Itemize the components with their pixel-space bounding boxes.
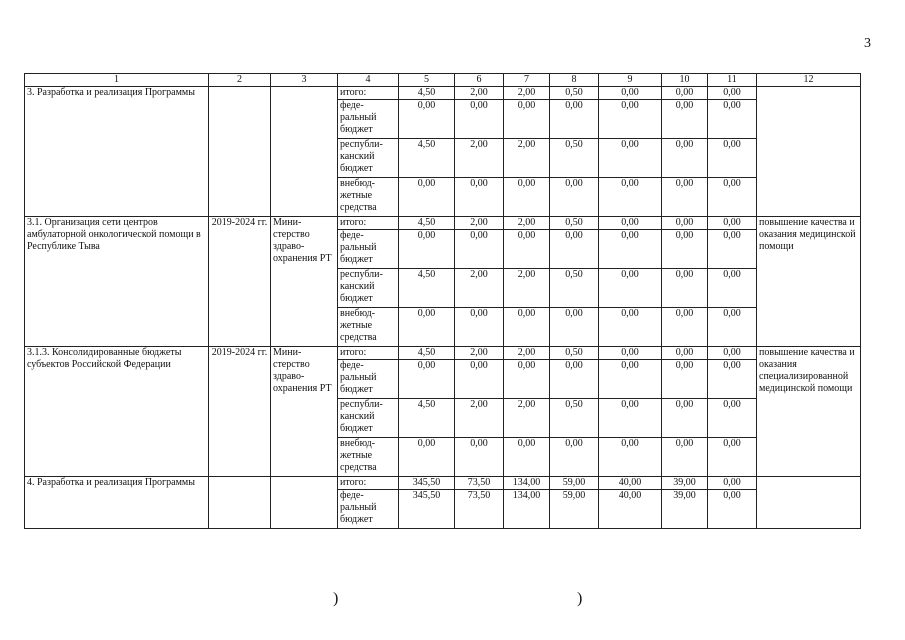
amount-cell: 0,00	[599, 139, 662, 178]
amount-cell: 0,50	[550, 217, 599, 230]
funding-source: внебюд-жетные средства	[338, 438, 399, 477]
amount-cell: 345,50	[399, 477, 455, 490]
amount-cell: 2,00	[504, 399, 550, 438]
amount-cell: 345,50	[399, 490, 455, 529]
amount-cell: 2,00	[504, 139, 550, 178]
amount-cell: 0,00	[662, 217, 708, 230]
amount-cell: 0,00	[399, 438, 455, 477]
header-cell: 2	[209, 74, 271, 87]
amount-cell: 0,00	[455, 178, 504, 217]
amount-cell: 2,00	[455, 139, 504, 178]
amount-cell: 0,00	[662, 360, 708, 399]
executor-cell: Мини-стерство здраво-охранения РТ	[271, 347, 338, 477]
result-cell: повышение качества и оказания медицинской помощи	[757, 217, 861, 347]
amount-cell: 4,50	[399, 217, 455, 230]
page-number: 3	[864, 36, 871, 51]
amount-cell: 0,00	[708, 399, 757, 438]
executor-cell	[271, 87, 338, 217]
amount-cell: 0,00	[599, 347, 662, 360]
amount-cell: 0,00	[399, 100, 455, 139]
amount-cell: 0,00	[399, 178, 455, 217]
funding-source: итого:	[338, 87, 399, 100]
amount-cell: 0,00	[550, 438, 599, 477]
amount-cell: 2,00	[455, 87, 504, 100]
header-cell: 12	[757, 74, 861, 87]
amount-cell: 0,00	[455, 438, 504, 477]
result-cell: повышение качества и оказания специализированной медицинской помощи	[757, 347, 861, 477]
table-row	[25, 347, 861, 360]
header-cell: 11	[708, 74, 757, 87]
amount-cell: 0,00	[599, 269, 662, 308]
amount-cell: 0,00	[708, 230, 757, 269]
executor-cell: Мини-стерство здраво-охранения РТ	[271, 217, 338, 347]
result-cell	[757, 477, 861, 529]
funding-source: феде-ральный бюджет	[338, 100, 399, 139]
measure-name: 3.1. Организация сети центров амбулаторной онкологической помощи в Республике Тыва	[25, 217, 209, 347]
amount-cell: 0,00	[455, 100, 504, 139]
funding-source: феде-ральный бюджет	[338, 490, 399, 529]
header-cell: 9	[599, 74, 662, 87]
funding-source: итого:	[338, 347, 399, 360]
amount-cell: 0,00	[399, 360, 455, 399]
amount-cell: 0,00	[504, 360, 550, 399]
amount-cell: 4,50	[399, 87, 455, 100]
amount-cell: 2,00	[504, 269, 550, 308]
header-cell: 3	[271, 74, 338, 87]
amount-cell: 0,00	[708, 438, 757, 477]
header-cell: 6	[455, 74, 504, 87]
amount-cell: 4,50	[399, 347, 455, 360]
amount-cell: 0,00	[662, 178, 708, 217]
amount-cell: 0,00	[708, 477, 757, 490]
amount-cell: 0,00	[708, 139, 757, 178]
amount-cell: 0,00	[504, 308, 550, 347]
amount-cell: 2,00	[504, 347, 550, 360]
amount-cell: 0,00	[708, 308, 757, 347]
amount-cell: 0,00	[662, 399, 708, 438]
amount-cell: 40,00	[599, 490, 662, 529]
amount-cell: 0,00	[662, 139, 708, 178]
amount-cell: 0,00	[708, 217, 757, 230]
measure-name: 3. Разработка и реализация Программы	[25, 87, 209, 217]
amount-cell: 0,00	[662, 308, 708, 347]
amount-cell: 0,00	[599, 438, 662, 477]
amount-cell: 0,00	[708, 87, 757, 100]
amount-cell: 0,00	[599, 178, 662, 217]
funding-source: республи-канский бюджет	[338, 399, 399, 438]
amount-cell: 0,00	[708, 269, 757, 308]
amount-cell: 0,00	[455, 360, 504, 399]
amount-cell: 0,00	[662, 87, 708, 100]
measure-name: 4. Разработка и реализация Программы	[25, 477, 209, 529]
amount-cell: 0,00	[599, 360, 662, 399]
amount-cell: 0,00	[662, 347, 708, 360]
table-row	[25, 87, 861, 100]
amount-cell: 134,00	[504, 477, 550, 490]
amount-cell: 59,00	[550, 490, 599, 529]
funding-source: итого:	[338, 217, 399, 230]
amount-cell: 0,00	[550, 360, 599, 399]
amount-cell: 0,00	[708, 100, 757, 139]
amount-cell: 0,50	[550, 347, 599, 360]
amount-cell: 73,50	[455, 490, 504, 529]
amount-cell: 0,00	[399, 230, 455, 269]
amount-cell: 2,00	[455, 347, 504, 360]
header-row	[25, 74, 861, 87]
header-cell: 1	[25, 74, 209, 87]
term-cell	[209, 477, 271, 529]
amount-cell: 0,00	[504, 438, 550, 477]
amount-cell: 0,00	[708, 347, 757, 360]
amount-cell: 0,00	[599, 399, 662, 438]
footer-mark: )	[577, 590, 583, 607]
funding-source: республи-канский бюджет	[338, 139, 399, 178]
measure-name: 3.1.3. Консолидированные бюджеты субъектов Российской Федерации	[25, 347, 209, 477]
amount-cell: 0,00	[662, 269, 708, 308]
footer-mark: )	[333, 590, 339, 607]
funding-source: внебюд-жетные средства	[338, 308, 399, 347]
amount-cell: 0,00	[599, 230, 662, 269]
amount-cell: 0,00	[662, 230, 708, 269]
amount-cell: 2,00	[504, 87, 550, 100]
amount-cell: 2,00	[455, 269, 504, 308]
amount-cell: 0,50	[550, 139, 599, 178]
header-cell: 8	[550, 74, 599, 87]
term-cell: 2019-2024 гг.	[209, 217, 271, 347]
header-cell: 7	[504, 74, 550, 87]
amount-cell: 0,00	[504, 230, 550, 269]
amount-cell: 39,00	[662, 477, 708, 490]
amount-cell: 4,50	[399, 139, 455, 178]
amount-cell: 0,00	[550, 230, 599, 269]
amount-cell: 0,00	[662, 438, 708, 477]
amount-cell: 0,00	[708, 178, 757, 217]
amount-cell: 4,50	[399, 269, 455, 308]
header-cell: 5	[399, 74, 455, 87]
funding-source: республи-канский бюджет	[338, 269, 399, 308]
amount-cell: 0,00	[550, 308, 599, 347]
amount-cell: 0,00	[504, 100, 550, 139]
amount-cell: 2,00	[504, 217, 550, 230]
amount-cell: 0,00	[599, 308, 662, 347]
amount-cell: 59,00	[550, 477, 599, 490]
amount-cell: 0,00	[708, 360, 757, 399]
amount-cell: 0,50	[550, 269, 599, 308]
header-cell: 4	[338, 74, 399, 87]
executor-cell	[271, 477, 338, 529]
amount-cell: 0,00	[662, 100, 708, 139]
table-row	[25, 477, 861, 490]
funding-source: феде-ральный бюджет	[338, 360, 399, 399]
amount-cell: 2,00	[455, 399, 504, 438]
amount-cell: 0,00	[599, 87, 662, 100]
amount-cell: 40,00	[599, 477, 662, 490]
table-row	[25, 217, 861, 230]
funding-source: итого:	[338, 477, 399, 490]
amount-cell: 0,00	[455, 308, 504, 347]
amount-cell: 73,50	[455, 477, 504, 490]
header-cell: 10	[662, 74, 708, 87]
amount-cell: 0,00	[550, 100, 599, 139]
amount-cell: 2,00	[455, 217, 504, 230]
term-cell	[209, 87, 271, 217]
amount-cell: 4,50	[399, 399, 455, 438]
amount-cell: 0,00	[504, 178, 550, 217]
term-cell: 2019-2024 гг.	[209, 347, 271, 477]
amount-cell: 0,00	[599, 217, 662, 230]
amount-cell: 0,50	[550, 399, 599, 438]
amount-cell: 0,50	[550, 87, 599, 100]
funding-source: внебюд-жетные средства	[338, 178, 399, 217]
amount-cell: 0,00	[550, 178, 599, 217]
amount-cell: 0,00	[399, 308, 455, 347]
budget-table	[24, 73, 861, 529]
amount-cell: 0,00	[599, 100, 662, 139]
funding-source: феде-ральный бюджет	[338, 230, 399, 269]
amount-cell: 39,00	[662, 490, 708, 529]
amount-cell: 134,00	[504, 490, 550, 529]
amount-cell: 0,00	[455, 230, 504, 269]
result-cell	[757, 87, 861, 217]
amount-cell: 0,00	[708, 490, 757, 529]
